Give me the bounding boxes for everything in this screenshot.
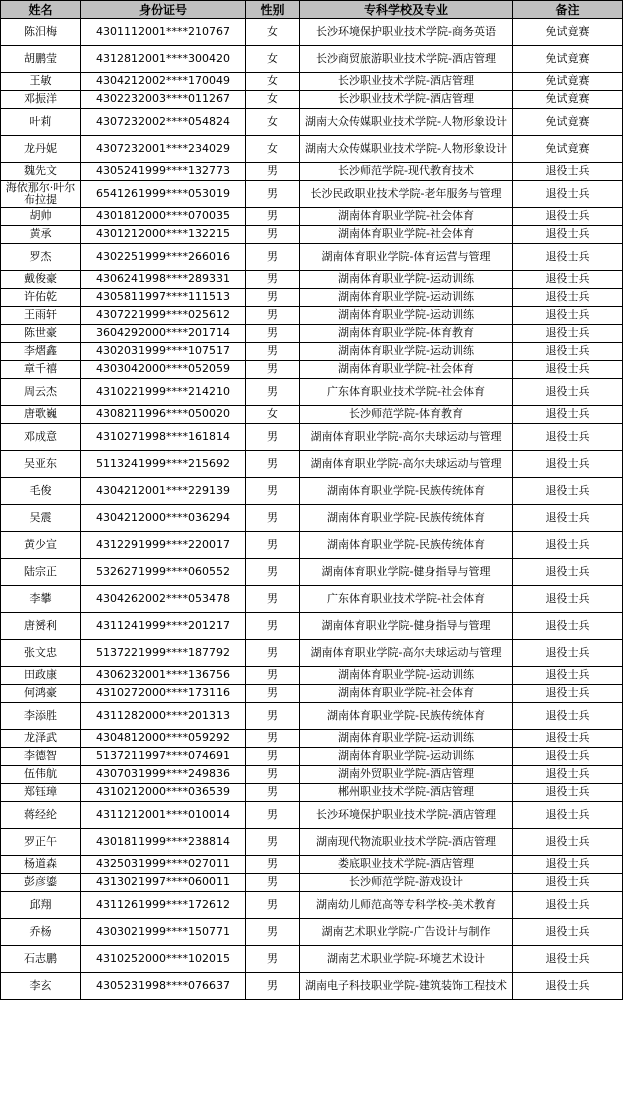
cell-note: 退役士兵: [513, 478, 623, 505]
cell-id: 4306241998****289331: [81, 271, 246, 289]
cell-name: 吴亚东: [1, 451, 81, 478]
cell-id: 4325031999****027011: [81, 856, 246, 874]
cell-id: 4310221999****214210: [81, 379, 246, 406]
cell-name: 田政康: [1, 667, 81, 685]
cell-id: 4312812001****300420: [81, 46, 246, 73]
cell-id: 4304212001****229139: [81, 478, 246, 505]
table-row: [1, 667, 623, 685]
cell-sex: 男: [246, 181, 300, 208]
cell-id: 4301212000****132215: [81, 226, 246, 244]
cell-name: 胡帅: [1, 208, 81, 226]
cell-sex: 女: [246, 109, 300, 136]
cell-school: 湖南外贸职业学院-酒店管理: [300, 766, 513, 784]
cell-school: 湖南体育职业学院-运动训练: [300, 307, 513, 325]
cell-note: 免试竟赛: [513, 136, 623, 163]
cell-sex: 男: [246, 244, 300, 271]
cell-id: 4303021999****150771: [81, 919, 246, 946]
table-row: [1, 613, 623, 640]
cell-name: 何鸿豪: [1, 685, 81, 703]
cell-school: 湖南体育职业学院-社会体育: [300, 208, 513, 226]
table-row: [1, 163, 623, 181]
cell-sex: 男: [246, 226, 300, 244]
cell-school: 湖南大众传媒职业技术学院-人物形象设计: [300, 109, 513, 136]
cell-name: 李攀: [1, 586, 81, 613]
cell-name: 戴俊豪: [1, 271, 81, 289]
table-row: [1, 559, 623, 586]
cell-name: 罗杰: [1, 244, 81, 271]
cell-school: 长沙师范学院-体育教育: [300, 406, 513, 424]
cell-note: 退役士兵: [513, 874, 623, 892]
cell-school: 长沙师范学院-现代教育技术: [300, 163, 513, 181]
cell-sex: 女: [246, 46, 300, 73]
table-row: [1, 784, 623, 802]
table-row: [1, 19, 623, 46]
cell-note: 退役士兵: [513, 784, 623, 802]
cell-id: 4304812000****059292: [81, 730, 246, 748]
cell-note: 免试竟赛: [513, 91, 623, 109]
table-row: [1, 109, 623, 136]
cell-name: 张文忠: [1, 640, 81, 667]
cell-sex: 男: [246, 784, 300, 802]
table-row: [1, 874, 623, 892]
cell-sex: 男: [246, 307, 300, 325]
cell-school: 湖南大众传媒职业技术学院-人物形象设计: [300, 136, 513, 163]
cell-sex: 男: [246, 667, 300, 685]
table-row: [1, 829, 623, 856]
cell-note: 退役士兵: [513, 361, 623, 379]
cell-school: 湖南体育职业学院-高尔夫球运动与管理: [300, 424, 513, 451]
table-row: [1, 703, 623, 730]
cell-note: 退役士兵: [513, 505, 623, 532]
cell-id: 4307232001****234029: [81, 136, 246, 163]
header-name: 姓名: [1, 1, 81, 19]
cell-name: 乔杨: [1, 919, 81, 946]
cell-school: 湖南体育职业学院-运动训练: [300, 289, 513, 307]
cell-school: 湖南体育职业学院-社会体育: [300, 361, 513, 379]
cell-school: 湖南体育职业学院-运动训练: [300, 730, 513, 748]
cell-name: 伍伟航: [1, 766, 81, 784]
cell-sex: 男: [246, 271, 300, 289]
cell-school: 湖南艺术职业学院-环境艺术设计: [300, 946, 513, 973]
table-row: [1, 973, 623, 1000]
cell-sex: 男: [246, 586, 300, 613]
cell-id: 4307031999****249836: [81, 766, 246, 784]
table-row: [1, 361, 623, 379]
cell-name: 陈汨梅: [1, 19, 81, 46]
cell-name: 邓成意: [1, 424, 81, 451]
table-row: [1, 307, 623, 325]
cell-note: 退役士兵: [513, 586, 623, 613]
table-row: [1, 379, 623, 406]
cell-id: 4301112001****210767: [81, 19, 246, 46]
cell-sex: 男: [246, 703, 300, 730]
cell-school: 郴州职业技术学院-酒店管理: [300, 784, 513, 802]
cell-school: 长沙职业技术学院-酒店管理: [300, 73, 513, 91]
table-row: [1, 748, 623, 766]
cell-note: 退役士兵: [513, 730, 623, 748]
cell-name: 邱翔: [1, 892, 81, 919]
cell-note: 免试竟赛: [513, 73, 623, 91]
cell-note: 退役士兵: [513, 559, 623, 586]
cell-id: 4304212002****170049: [81, 73, 246, 91]
cell-sex: 男: [246, 478, 300, 505]
cell-note: 退役士兵: [513, 208, 623, 226]
cell-school: 湖南艺术职业学院-广告设计与制作: [300, 919, 513, 946]
table-row: [1, 136, 623, 163]
cell-id: 4310271998****161814: [81, 424, 246, 451]
cell-name: 唐赟利: [1, 613, 81, 640]
cell-school: 湖南体育职业学院-民族传统体育: [300, 703, 513, 730]
cell-id: 4303042000****052059: [81, 361, 246, 379]
cell-school: 长沙环境保护职业技术学院-商务英语: [300, 19, 513, 46]
cell-name: 唐歌巍: [1, 406, 81, 424]
cell-school: 湖南电子科技职业学院-建筑装饰工程技术: [300, 973, 513, 1000]
cell-note: 免试竟赛: [513, 109, 623, 136]
cell-note: 退役士兵: [513, 379, 623, 406]
cell-note: 退役士兵: [513, 343, 623, 361]
cell-school: 湖南体育职业学院-民族传统体育: [300, 532, 513, 559]
cell-id: 4311241999****201217: [81, 613, 246, 640]
cell-note: 退役士兵: [513, 163, 623, 181]
cell-name: 黄少宣: [1, 532, 81, 559]
cell-school: 湖南体育职业学院-社会体育: [300, 226, 513, 244]
cell-id: 6541261999****053019: [81, 181, 246, 208]
cell-sex: 女: [246, 91, 300, 109]
cell-name: 龙丹妮: [1, 136, 81, 163]
cell-note: 退役士兵: [513, 685, 623, 703]
table-row: [1, 226, 623, 244]
cell-id: 3604292000****201714: [81, 325, 246, 343]
cell-name: 蒋经纶: [1, 802, 81, 829]
cell-sex: 女: [246, 136, 300, 163]
header-id: 身份证号: [81, 1, 246, 19]
table-row: [1, 325, 623, 343]
cell-sex: 男: [246, 874, 300, 892]
cell-name: 章千禧: [1, 361, 81, 379]
cell-id: 4305811997****111513: [81, 289, 246, 307]
table-row: [1, 586, 623, 613]
cell-note: 退役士兵: [513, 244, 623, 271]
cell-school: 娄底职业技术学院-酒店管理: [300, 856, 513, 874]
cell-id: 4305231998****076637: [81, 973, 246, 1000]
cell-id: 4304262002****053478: [81, 586, 246, 613]
cell-school: 长沙师范学院-游戏设计: [300, 874, 513, 892]
cell-note: 退役士兵: [513, 667, 623, 685]
cell-note: 退役士兵: [513, 289, 623, 307]
cell-id: 5137211997****074691: [81, 748, 246, 766]
cell-sex: 男: [246, 289, 300, 307]
table-body: [1, 19, 623, 1000]
cell-id: 4310272000****173116: [81, 685, 246, 703]
cell-sex: 男: [246, 730, 300, 748]
cell-name: 李熠鑫: [1, 343, 81, 361]
cell-name: 杨道森: [1, 856, 81, 874]
cell-name: 李德智: [1, 748, 81, 766]
cell-name: 罗正午: [1, 829, 81, 856]
cell-id: 4302031999****107517: [81, 343, 246, 361]
cell-school: 湖南体育职业学院-社会体育: [300, 685, 513, 703]
cell-school: 广东体育职业技术学院-社会体育: [300, 379, 513, 406]
cell-sex: 男: [246, 424, 300, 451]
cell-sex: 男: [246, 640, 300, 667]
cell-name: 陆宗正: [1, 559, 81, 586]
table-row: [1, 505, 623, 532]
cell-sex: 男: [246, 856, 300, 874]
cell-id: 4301812000****070035: [81, 208, 246, 226]
cell-note: 退役士兵: [513, 946, 623, 973]
cell-note: 退役士兵: [513, 451, 623, 478]
cell-sex: 男: [246, 505, 300, 532]
cell-name: 郑钰璋: [1, 784, 81, 802]
header-sex: 性别: [246, 1, 300, 19]
cell-note: 免试竟赛: [513, 46, 623, 73]
table-row: [1, 271, 623, 289]
table-row: [1, 532, 623, 559]
cell-name: 龙泽武: [1, 730, 81, 748]
cell-school: 广东体育职业技术学院-社会体育: [300, 586, 513, 613]
table-row: [1, 766, 623, 784]
cell-sex: 男: [246, 766, 300, 784]
cell-id: 4308211996****050020: [81, 406, 246, 424]
cell-school: 湖南幼儿师范高等专科学校-美术教育: [300, 892, 513, 919]
cell-school: 湖南体育职业学院-运动训练: [300, 271, 513, 289]
cell-id: 4302232003****011267: [81, 91, 246, 109]
table-row: [1, 856, 623, 874]
cell-name: 周云杰: [1, 379, 81, 406]
cell-school: 长沙民政职业技术学院-老年服务与管理: [300, 181, 513, 208]
cell-school: 湖南体育职业学院-运动训练: [300, 667, 513, 685]
table-row: [1, 91, 623, 109]
table-row: [1, 424, 623, 451]
cell-note: 退役士兵: [513, 766, 623, 784]
cell-name: 石志鹏: [1, 946, 81, 973]
cell-name: 毛俊: [1, 478, 81, 505]
cell-id: 4310252000****102015: [81, 946, 246, 973]
cell-sex: 男: [246, 361, 300, 379]
cell-sex: 男: [246, 802, 300, 829]
cell-sex: 男: [246, 325, 300, 343]
table-row: [1, 730, 623, 748]
table-row: [1, 244, 623, 271]
table-row: [1, 892, 623, 919]
cell-name: 许佑乾: [1, 289, 81, 307]
table-row: [1, 478, 623, 505]
cell-sex: 女: [246, 19, 300, 46]
cell-school: 长沙职业技术学院-酒店管理: [300, 91, 513, 109]
cell-name: 胡鹏莹: [1, 46, 81, 73]
cell-note: 退役士兵: [513, 406, 623, 424]
table-row: [1, 46, 623, 73]
cell-name: 李玄: [1, 973, 81, 1000]
cell-id: 4304212000****036294: [81, 505, 246, 532]
cell-note: 免试竟赛: [513, 19, 623, 46]
cell-sex: 男: [246, 379, 300, 406]
cell-note: 退役士兵: [513, 424, 623, 451]
table-header-row: [1, 1, 623, 19]
cell-name: 陈世豪: [1, 325, 81, 343]
cell-sex: 男: [246, 748, 300, 766]
cell-name: 吴震: [1, 505, 81, 532]
cell-note: 退役士兵: [513, 613, 623, 640]
cell-sex: 男: [246, 163, 300, 181]
cell-name: 黄承: [1, 226, 81, 244]
table-row: [1, 343, 623, 361]
cell-note: 退役士兵: [513, 829, 623, 856]
cell-note: 退役士兵: [513, 271, 623, 289]
cell-note: 退役士兵: [513, 892, 623, 919]
cell-sex: 男: [246, 343, 300, 361]
table-row: [1, 73, 623, 91]
cell-id: 4310212000****036539: [81, 784, 246, 802]
cell-id: 5137221999****187792: [81, 640, 246, 667]
cell-name: 魏先文: [1, 163, 81, 181]
cell-sex: 男: [246, 559, 300, 586]
cell-school: 湖南体育职业学院-健身指导与管理: [300, 559, 513, 586]
cell-note: 退役士兵: [513, 973, 623, 1000]
table-row: [1, 289, 623, 307]
table-row: [1, 946, 623, 973]
cell-school: 湖南体育职业学院-运动训练: [300, 343, 513, 361]
table-row: [1, 802, 623, 829]
header-school: 专科学校及专业: [300, 1, 513, 19]
cell-id: 4313021997****060011: [81, 874, 246, 892]
cell-id: 4307232002****054824: [81, 109, 246, 136]
table-row: [1, 640, 623, 667]
cell-sex: 男: [246, 451, 300, 478]
cell-school: 长沙环境保护职业技术学院-酒店管理: [300, 802, 513, 829]
table-row: [1, 685, 623, 703]
cell-name: 彭彦鎏: [1, 874, 81, 892]
table-row: [1, 919, 623, 946]
cell-school: 湖南体育职业学院-健身指导与管理: [300, 613, 513, 640]
cell-note: 退役士兵: [513, 748, 623, 766]
cell-school: 湖南现代物流职业技术学院-酒店管理: [300, 829, 513, 856]
cell-sex: 男: [246, 973, 300, 1000]
cell-id: 4306232001****136756: [81, 667, 246, 685]
cell-school: 湖南体育职业学院-运动训练: [300, 748, 513, 766]
table-row: [1, 451, 623, 478]
cell-note: 退役士兵: [513, 919, 623, 946]
cell-id: 4311212001****010014: [81, 802, 246, 829]
cell-school: 湖南体育职业学院-高尔夫球运动与管理: [300, 640, 513, 667]
cell-sex: 男: [246, 532, 300, 559]
cell-id: 5326271999****060552: [81, 559, 246, 586]
table-row: [1, 181, 623, 208]
cell-school: 湖南体育职业学院-体育教育: [300, 325, 513, 343]
cell-note: 退役士兵: [513, 226, 623, 244]
cell-school: 湖南体育职业学院-民族传统体育: [300, 505, 513, 532]
cell-name: 王雨轩: [1, 307, 81, 325]
cell-id: 4305241999****132773: [81, 163, 246, 181]
cell-note: 退役士兵: [513, 703, 623, 730]
cell-note: 退役士兵: [513, 532, 623, 559]
cell-note: 退役士兵: [513, 802, 623, 829]
cell-note: 退役士兵: [513, 181, 623, 208]
cell-sex: 男: [246, 892, 300, 919]
cell-school: 湖南体育职业学院-高尔夫球运动与管理: [300, 451, 513, 478]
cell-id: 4307221999****025612: [81, 307, 246, 325]
cell-sex: 男: [246, 208, 300, 226]
cell-name: 李添胜: [1, 703, 81, 730]
cell-sex: 女: [246, 73, 300, 91]
cell-note: 退役士兵: [513, 325, 623, 343]
cell-id: 4302251999****266016: [81, 244, 246, 271]
table-row: [1, 208, 623, 226]
cell-school: 湖南体育职业学院-体育运营与管理: [300, 244, 513, 271]
cell-sex: 男: [246, 946, 300, 973]
header-note: 备注: [513, 1, 623, 19]
cell-id: 5113241999****215692: [81, 451, 246, 478]
cell-note: 退役士兵: [513, 856, 623, 874]
cell-sex: 男: [246, 685, 300, 703]
cell-name: 王敏: [1, 73, 81, 91]
cell-sex: 女: [246, 406, 300, 424]
cell-name: 叶莉: [1, 109, 81, 136]
cell-sex: 男: [246, 613, 300, 640]
cell-sex: 男: [246, 919, 300, 946]
cell-note: 退役士兵: [513, 307, 623, 325]
cell-id: 4301811999****238814: [81, 829, 246, 856]
cell-id: 4312291999****220017: [81, 532, 246, 559]
cell-name: 邓振洋: [1, 91, 81, 109]
cell-id: 4311282000****201313: [81, 703, 246, 730]
cell-school: 湖南体育职业学院-民族传统体育: [300, 478, 513, 505]
cell-note: 退役士兵: [513, 640, 623, 667]
cell-name: 海依那尔·叶尔布拉提: [1, 181, 81, 208]
table-row: [1, 406, 623, 424]
cell-sex: 男: [246, 829, 300, 856]
cell-school: 长沙商贸旅游职业技术学院-酒店管理: [300, 46, 513, 73]
cell-id: 4311261999****172612: [81, 892, 246, 919]
